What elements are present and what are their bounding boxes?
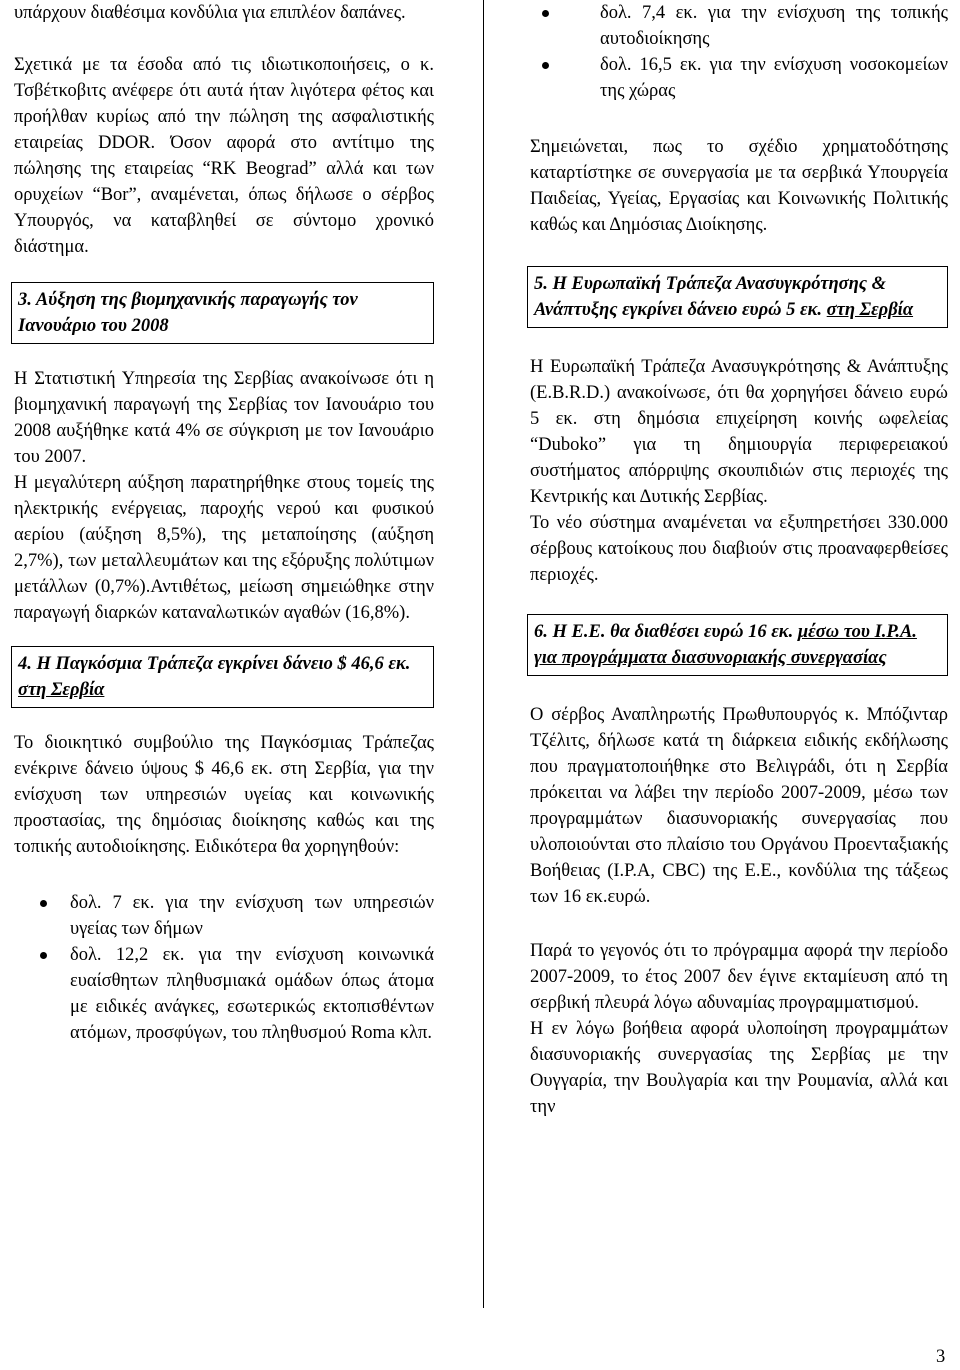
paragraph-expenses: υπάρχουν διαθέσιμα κονδύλια για επιπλέον δαπάνες. bbox=[14, 3, 406, 23]
heading-section-6-text: 6. Η Ε.Ε. θα διαθέσει ευρώ 16 εκ. bbox=[534, 622, 794, 642]
list-item: δολ. 12,2 εκ. για την ενίσχυση κοινωνικά ευαίσθητων πληθυσμιακά ομάδων όπως άτομα με ειδικές ανάγκες, εσωτερικώς εκτοπισθέντων ατόμων, προσφύγων, του πληθυσμού Roma κλπ. bbox=[14, 942, 434, 1046]
right-column bbox=[530, 0, 948, 1120]
paragraph-ministries-cooperation: Σημειώνεται, πως το σχέδιο χρηματοδότησης καταρτίστηκε σε συνεργασία με τα σερβικά Υπουργεία Παιδείας, Υγείας, Εργασίας και Κοινωνικής Πολιτικής καθώς και Δημόσιας Διοίκησης. bbox=[530, 137, 948, 235]
heading-section-5 bbox=[527, 266, 948, 328]
heading-section-4-text: 4. Η Παγκόσμια Τράπεζα εγκρίνει δάνειο $ 46,6 εκ. bbox=[18, 654, 411, 674]
list-item: δολ. 7 εκ. για την ενίσχυση των υπηρεσιών υγείας των δήμων bbox=[14, 890, 434, 942]
heading-section-5-suffix: στη Σερβία bbox=[826, 300, 914, 320]
heading-section-5-text: 5. Η Ευρωπαϊκή Τράπεζα Ανασυγκρότησης & Ανάπτυξης εγκρίνει δάνειο ευρώ 5 εκ. bbox=[534, 274, 886, 320]
paragraph-cross-border: Η εν λόγω βοήθεια αφορά υλοποίηση προγραμμάτων διασυνοριακής συνεργασίας της Σερβίας με την Ουγγαρία, την Βουλγαρία και την Ρουμανία, αλλά και την bbox=[530, 1019, 948, 1117]
paragraph-privatization: Σχετικά με τα έσοδα από τις ιδιωτικοποιήσεις, ο κ. Τσβέτκοβιτς ανέφερε ότι αυτά ήταν λιγότερα φέτος και προήλθαν κυρίως από την πώληση της ασφαλιστικής εταιρείας DDOR. Όσον αφορά στο αντίτιμο της πώλησης της εταιρείας “RK Beograd” αλλά και των ορυχείων “Bor”, αναμένεται, όπως δήλωσε ο σέρβος Υπουργός, να καταβληθεί σε σύντομο χρονικό διάστημα. bbox=[14, 55, 434, 257]
page-number: 3 bbox=[936, 1347, 946, 1367]
heading-section-6 bbox=[527, 614, 948, 676]
paragraph-industrial-production: Η Στατιστική Υπηρεσία της Σερβίας ανακοίνωσε ότι η βιομηχανική παραγωγή της Σερβίας τον Ιανουάριο του 2008 αυξήθηκε κατά 4% σε σύγκριση με τον Ιανουάριο του 2007. bbox=[14, 369, 434, 467]
loan-bullet-list-continued bbox=[530, 0, 948, 104]
column-divider bbox=[483, 0, 484, 1308]
paragraph-disbursement: Παρά το γεγονός ότι το πρόγραμμα αφορά την περίοδο 2007-2009, το έτος 2007 δεν έγινε εκταμίευση από τη σερβική πλευρά λόγω αδυναμίας προγραμματισμού. bbox=[530, 941, 948, 1013]
paragraph-sector-growth: Η μεγαλύτερη αύξηση παρατηρήθηκε στους τομείς της ηλεκτρικής ενέργειας, παροχής νερού και φυσικού αερίου (αύξηση 8,5%), της μεταποίησης (αύξηση 2,7%), των μεταλλευμάτων και της εξόρυξης πολύτιμων μετάλλων (0,7%).Αντιθέτως, μείωση σημειώθηκε στην παραγωγή διαρκών καταναλωτικών αγαθών (16,8%). bbox=[14, 473, 434, 623]
heading-section-4-suffix: στη Σερβία bbox=[18, 680, 105, 700]
heading-section-4 bbox=[11, 646, 434, 708]
list-item: δολ. 16,5 εκ. για την ενίσχυση νοσοκομείων της χώρας bbox=[530, 52, 948, 104]
paragraph-world-bank-loan: Το διοικητικό συμβούλιο της Παγκόσμιας Τράπεζας ενέκρινε δάνειο ύψους $ 46,6 εκ. στη Σερβία, για την ενίσχυση των υπηρεσιών υγείας και κοινωνικής προστασίας, της δημόσιας διοίκησης καθώς και της τοπικής αυτοδιοίκησης. Ειδικότερα θα χορηγηθούν: bbox=[14, 733, 434, 857]
paragraph-deputy-pm-statement: Ο σέρβος Αναπληρωτής Πρωθυπουργός κ. Μπόζινταρ Τζέλιτς, δήλωσε κατά τη διάρκεια ειδικής εκδήλωσης που πραγματοποιήθηκε στο Βελιγράδι, ότι η Σερβία πρόκειται να λάβει την περίοδο 2007-2009, μέσω των προγραμμάτων διασυνοριακής συνεργασίας που υλοποιούνται στο πλαίσιο του Οργάνου Προενταξιακής Βοήθειας (I.P.A, CBC) της Ε.Ε., κονδύλια της τάξεως των 16 εκ.ευρώ. bbox=[530, 705, 948, 907]
paragraph-ebrd-loan: Η Ευρωπαϊκή Τράπεζα Ανασυγκρότησης & Ανάπτυξης (E.B.R.D.) ανακοίνωσε, ότι θα χορηγήσει δάνειο ευρώ 5 εκ. στη δημόσια επιχείρηση κοινής ωφελείας “Duboko” για τη δημιουργία περιφερειακού συστήματος απόρριψης σκουπιδιών στις περιοχές της Κεντρικής και Δυτικής Σερβίας. bbox=[530, 357, 948, 507]
left-column bbox=[14, 0, 434, 1046]
paragraph-new-system: Το νέο σύστημα αναμένεται να εξυπηρετήσει 330.000 σέρβους κατοίκους που διαβιούν στις προαναφερθείσες περιοχές. bbox=[530, 513, 948, 585]
heading-section-3 bbox=[11, 282, 434, 344]
heading-section-3-text: 3. Αύξηση της βιομηχανικής παραγωγής τον Ιανουάριο του 2008 bbox=[18, 290, 358, 336]
heading-section-6-suffix: μέσω του Ι.Ρ.Α. για προγράμματα διασυνοριακής συνεργασίας bbox=[534, 622, 917, 668]
list-item: δολ. 7,4 εκ. για την ενίσχυση της τοπικής αυτοδιοίκησης bbox=[530, 0, 948, 52]
loan-bullet-list bbox=[14, 890, 434, 1046]
